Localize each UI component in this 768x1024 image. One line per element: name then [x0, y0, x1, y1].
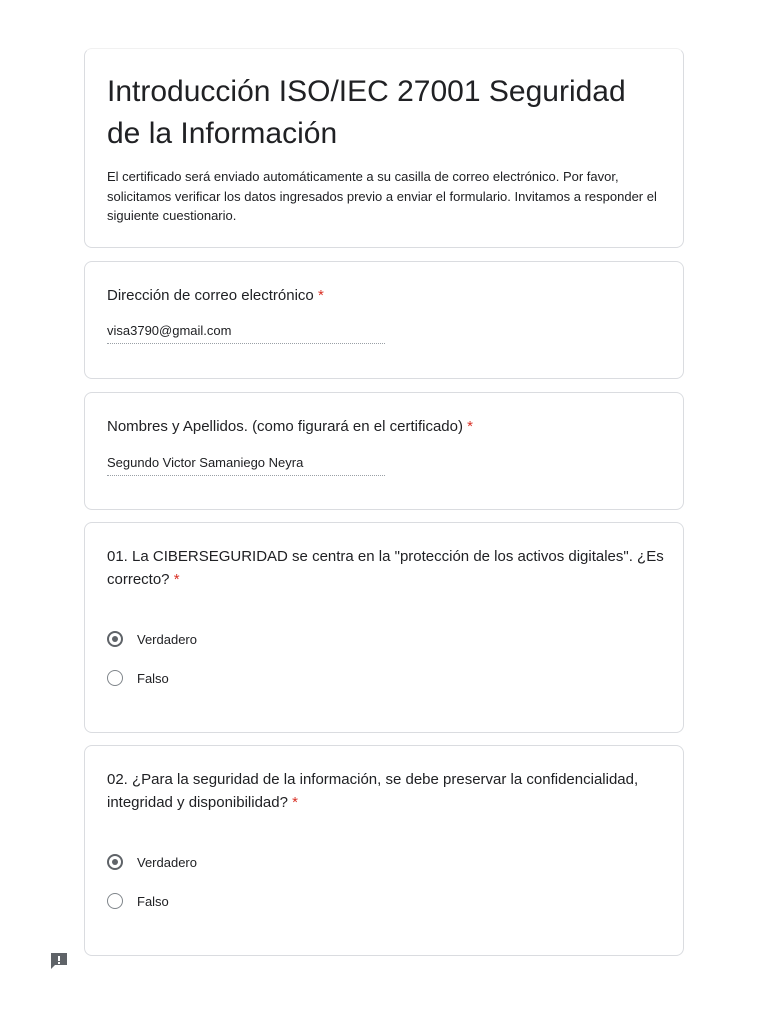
- email-question-label: Dirección de correo electrónico: [107, 287, 314, 304]
- question-2-option-verdadero[interactable]: [107, 851, 197, 873]
- option-label: Verdadero: [137, 854, 197, 870]
- question-1-label: 01. La CIBERSEGURIDAD se centra en la "protección de los activos digitales". ¿Es correcto?: [107, 548, 664, 588]
- question-2-title: [107, 768, 667, 814]
- option-label: Falso: [137, 893, 169, 909]
- question-2-label: 02. ¿Para la seguridad de la información, se debe preservar la confidencialidad, integridad y disponibilidad?: [107, 771, 639, 811]
- question-1-option-verdadero[interactable]: [107, 628, 197, 650]
- name-answer: Segundo Victor Samaniego Neyra: [107, 454, 385, 476]
- email-answer: visa3790@gmail.com: [107, 322, 385, 344]
- required-asterisk: *: [467, 418, 474, 435]
- name-question-label: Nombres y Apellidos. (como figurará en el certificado): [107, 418, 463, 435]
- question-2-option-falso[interactable]: [107, 890, 169, 912]
- required-asterisk: *: [317, 287, 324, 304]
- radio-unchecked-icon[interactable]: [107, 670, 123, 686]
- question-1-card: [84, 522, 684, 733]
- question-1-title: [107, 545, 667, 591]
- option-label: Verdadero: [137, 631, 197, 647]
- option-label: Falso: [137, 670, 169, 686]
- radio-unchecked-icon[interactable]: [107, 893, 123, 909]
- question-1-option-falso[interactable]: [107, 667, 169, 689]
- form-header-card: [84, 48, 684, 248]
- question-2-card: [84, 745, 684, 956]
- form-title: Introducción ISO/IEC 27001 Seguridad de la Información: [107, 75, 626, 150]
- radio-checked-icon[interactable]: [107, 854, 123, 870]
- required-asterisk: *: [292, 794, 298, 811]
- name-question-title: [107, 415, 667, 438]
- required-asterisk: *: [173, 571, 180, 588]
- name-question-card: [84, 392, 684, 510]
- email-question-title: [107, 284, 667, 307]
- form-description: El certificado será enviado automáticamente a su casilla de correo electrónico. Por favor, solicitamos verificar los datos ingresados previo a enviar el formulario. Invitamos a responder el siguiente cuestionario.: [107, 169, 657, 223]
- radio-checked-icon[interactable]: [107, 631, 123, 647]
- report-feedback-icon[interactable]: [49, 951, 69, 971]
- email-question-card: [84, 261, 684, 379]
